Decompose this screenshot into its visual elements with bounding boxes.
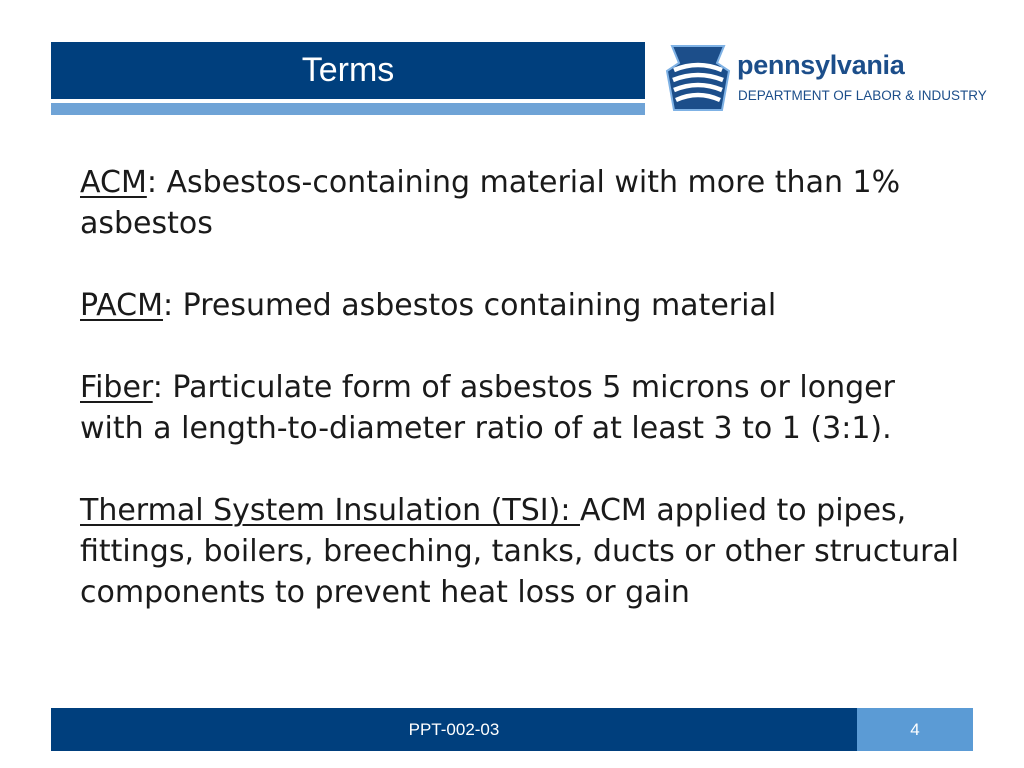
term-label: ACM: [80, 165, 147, 200]
page-number: 4: [857, 708, 973, 751]
pa-labor-industry-logo: [664, 44, 987, 112]
term-acm: [80, 162, 960, 244]
slide-title: Terms: [301, 51, 395, 89]
term-definition: : Asbestos-containing material with more than 1% asbestos: [80, 165, 901, 241]
title-stripe: [51, 103, 645, 115]
term-pacm: [80, 285, 960, 326]
term-definition: : Particulate form of asbestos 5 microns or longer with a length-to-diameter ratio of at least 3 to 1 (3:1).: [80, 370, 895, 446]
footer-bar: [51, 708, 857, 751]
keystone-icon: [664, 44, 732, 112]
term-label: Fiber: [80, 370, 153, 405]
term-definition: : Presumed asbestos containing material: [163, 288, 777, 323]
term-definition: ACM applied to pipes, fittings, boilers, breeching, tanks, ducts or other structural components to prevent heat loss or gain: [80, 493, 960, 610]
term-fiber: [80, 367, 960, 449]
footer-code: PPT-002-03: [408, 720, 500, 739]
logo-name: pennsylvania: [737, 50, 905, 80]
title-bar: [51, 42, 645, 99]
terms-list: [80, 162, 960, 613]
term-label: Thermal System Insulation (TSI):: [80, 493, 580, 528]
term-label: PACM: [80, 288, 163, 323]
logo-department: DEPARTMENT OF LABOR & INDUSTRY: [738, 88, 987, 103]
term-tsi: [80, 490, 960, 613]
